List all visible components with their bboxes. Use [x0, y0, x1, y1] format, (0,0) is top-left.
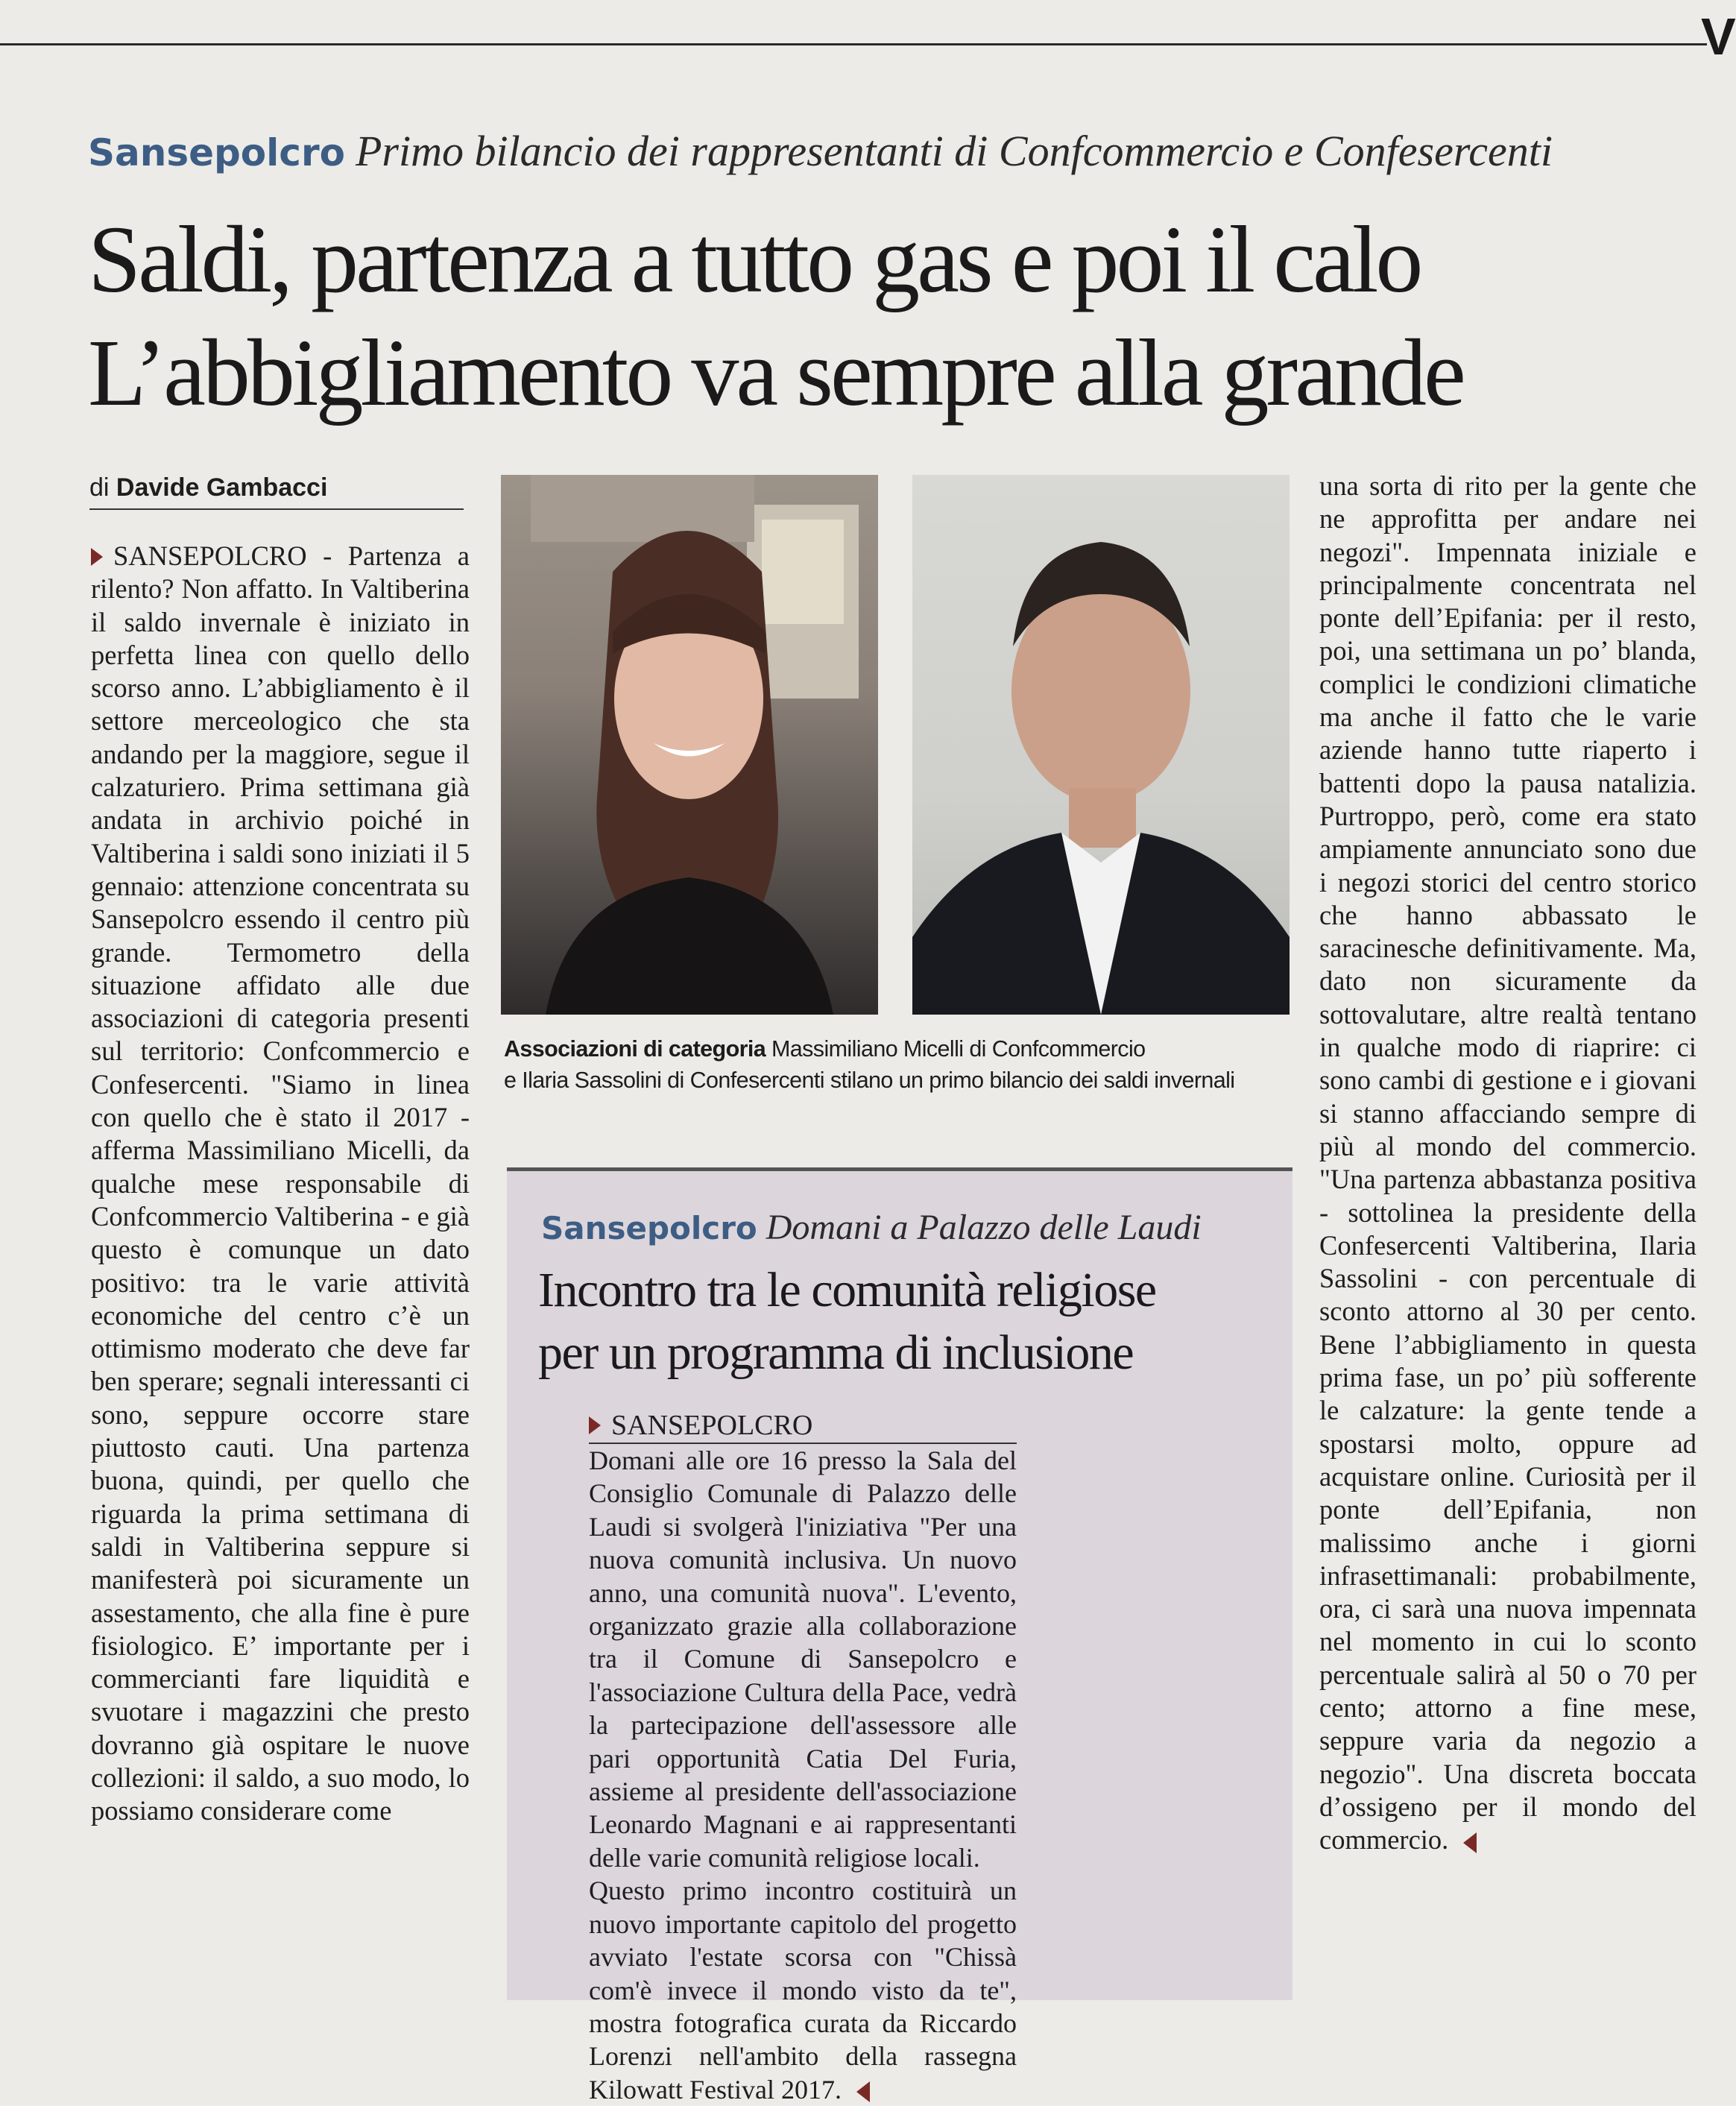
box-paragraph-2 [589, 1874, 1017, 2106]
article-col1-text: SANSEPOLCRO - Partenza a rilento? Non affatto. In Valtiberina il saldo invernale è iniziato in perfetta linea con quello dello scorso anno. L’abbigliamento è il settore merceologico che sta andando per la maggiore, segue il calzaturiero. Prima settimana già andata in archivio poiché in Valtiberina i saldi sono iniziati il 5 gennaio: attenzione concentrata su Sansepolcro essendo il centro più grande. Termometro della situazione affidato alle due associazioni di categoria presenti sul territorio: Confcommercio e Confesercenti. "Siamo in linea con quello che è stato il 2017 - afferma Massimiliano Micelli, da qualche mese responsabile di Confcommercio Valtiberina - e già questo è comunque un dato positivo: tra le varie attività economiche del centro c’è un ottimismo moderato che deve far ben sperare; segnali interessanti ci sono, seppure occorre stare piuttosto cauti. Una partenza buona, quindi, per quello che riguarda la prima settimana di saldi in Valtiberina seppure si manifesterà poi sicuramente un assestamento, che alla fine è pure fisiologico. E’ importante per i commercianti fare liquidità e svuotare i magazzini che presto dovranno già ospitare le nuove collezioni: il saldo, a suo modo, lo possiamo considerare come [91, 540, 470, 1826]
box-kicker-place: Sansepolcro [541, 1210, 757, 1246]
box-headline-line2: per un programma di inclusione [538, 1325, 1134, 1380]
article-column-3 [1319, 470, 1696, 1856]
box-paragraph-1: Domani alle ore 16 presso la Sala del Consiglio Comunale di Palazzo delle Laudi si svolgerà l'iniziativa "Per una nuova comunità inclusiva. Un nuovo anno, una comunità nuova". L'evento, organizzato grazie alla collaborazione tra il Comune di Sansepolcro e l'associazione Cultura della Pace, vedrà la partecipazione dell'assessore alle pari opportunità Catia Del Furia, assieme al presidente dell'associazione Leonardo Magnani e ai rappresentanti delle varie comunità religiose locali. [589, 1445, 1017, 1873]
article-kicker [88, 125, 1553, 189]
box-section-arrow-icon [589, 1416, 601, 1434]
headline-line1: Saldi, partenza a tutto gas e poi il calo [88, 206, 1421, 312]
article-col3-text: una sorta di rito per la gente che ne approfitta per andare nei negozi". Impennata iniziale e principalmente concentrata nel ponte dell’Epifania: per il resto, poi, una settimana un po’ blanda, complici le condizioni climatiche ma anche il fatto che le varie aziende hanno tutte riaperto i battenti dopo la pausa natalizia. Purtroppo, però, come era stato ampiamente annunciato sono due i negozi storici del centro storico che hanno abbassato le saracinesche definitivamente. Ma, dato non sicuramente da sottovalutare, altre realtà tentano in qualche modo di riaprire: ci sono cambi di gestione e i giovani si stanno affacciando sempre di più al mondo del commercio. "Una partenza abbastanza positiva - sottolinea la presidente della Confesercenti Valtiberina, Ilaria Sassolini - con percentuale di sconto attorno al 30 per cento. Bene l’abbigliamento in questa prima fase, un po’ più sofferente le calzature: la gente tende a spostarsi molto, oppure ad acquistare online. Curiosità per il ponte dell’Epifania, non malissimo anche i giorni infrasettimanali: probabilmente, ora, ci sarà una nuova impennata nel momento in cui lo sconto percentuale salirà al 50 o 70 per cento; attorno a fine mese, seppure varia da negozio a negozio". Una discreta boccata d’ossigeno per il mondo del commercio. [1319, 470, 1696, 1856]
box-location [589, 1408, 1017, 1444]
photo-massimiliano-micelli [912, 475, 1290, 1015]
kicker-subtitle: Primo bilancio dei rappresentanti di Confcommercio e Confesercenti [355, 127, 1553, 175]
box-kicker [541, 1205, 1202, 1258]
byline [89, 471, 464, 510]
byline-author: Davide Gambacci [116, 473, 328, 502]
top-rule [0, 43, 1707, 45]
box-kicker-subtitle: Domani a Palazzo delle Laudi [766, 1208, 1202, 1247]
end-arrow-icon [1463, 1832, 1477, 1853]
article-column-1 [91, 540, 470, 1828]
portrait-woman-illustration [501, 475, 878, 1015]
box-headline-line1: Incontro tra le comunità religiose [538, 1263, 1156, 1317]
caption-bold: Associazioni di categoria [504, 1036, 766, 1062]
caption-line-1 [504, 1033, 1309, 1065]
box-body [589, 1444, 1017, 2106]
portrait-man-illustration [912, 475, 1290, 1015]
box-location-label: SANSEPOLCRO [611, 1410, 813, 1441]
corner-letter: V [1701, 7, 1736, 66]
caption-line-2: e Ilaria Sassolini di Confesercenti stilano un primo bilancio dei saldi invernali [504, 1068, 1235, 1093]
headline-line2: L’abbigliamento va sempre alla grande [88, 320, 1463, 426]
photo-caption [504, 1033, 1309, 1096]
caption-line1-rest: Massimiliano Micelli di Confcommercio [771, 1036, 1146, 1062]
kicker-place: Sansepolcro [88, 131, 345, 174]
box-paragraph-2-text: Questo primo incontro costituirà un nuovo importante capitolo del progetto avviato l'estate scorsa con "Chissà com'è invece il mondo visto da te", mostra fotografica curata da Riccardo Lorenzi nell'ambito della rassegna Kilowatt Festival 2017. [589, 1876, 1017, 2105]
photo-ilaria-sassolini [501, 475, 878, 1015]
section-arrow-icon [91, 548, 103, 566]
byline-prefix: di [89, 473, 110, 502]
box-end-arrow-icon [856, 2081, 870, 2102]
sidebar-article-box [507, 1167, 1292, 2105]
